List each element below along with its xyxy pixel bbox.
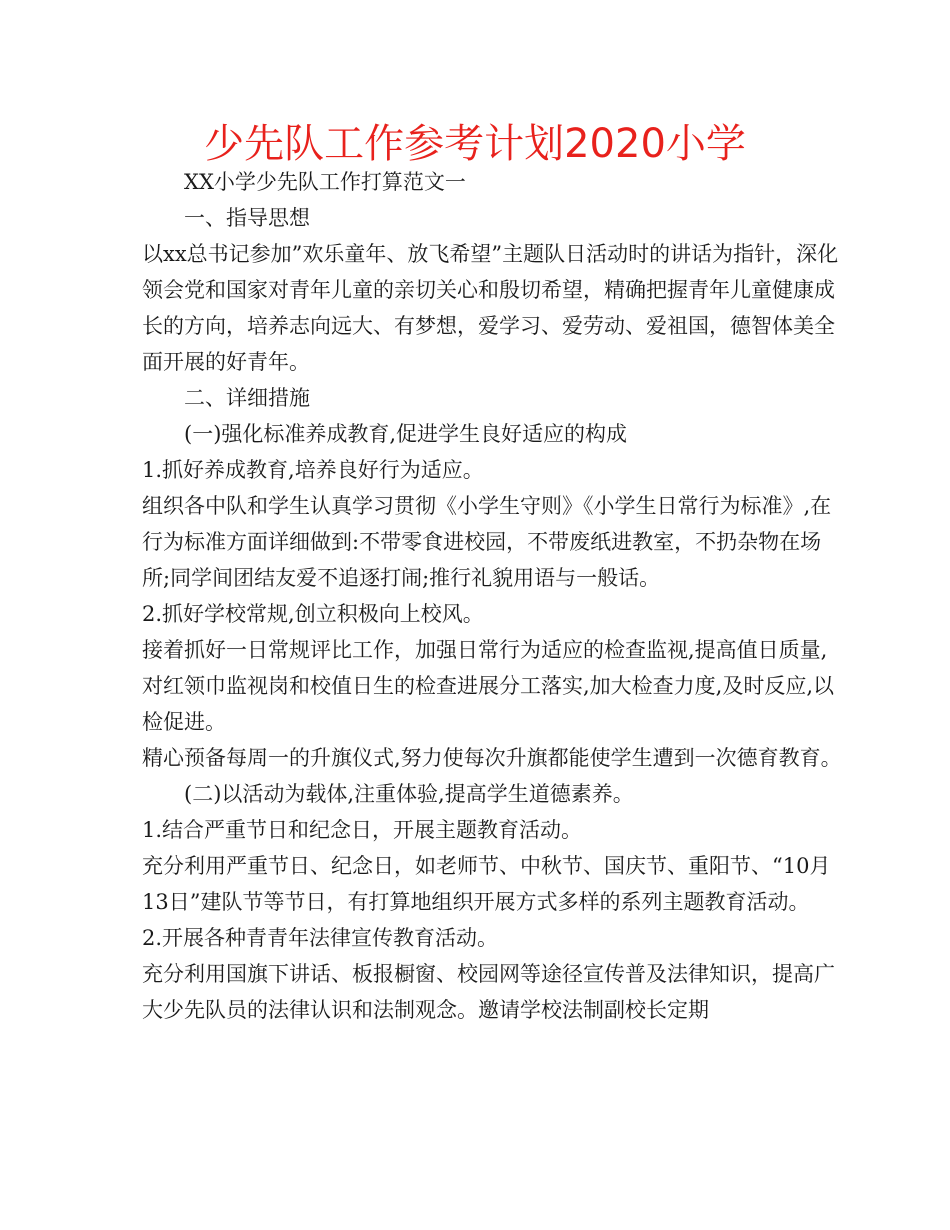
paragraph: 2.抓好学校常规,创立积极向上校风。	[142, 602, 484, 626]
paragraph: (二)以活动为载体,注重体验,提高学生道德素养。	[184, 782, 634, 806]
document-body	[142, 164, 842, 1028]
paragraph: 2.开展各种青青年法律宣传教育活动。	[142, 926, 499, 950]
paragraph: 二、详细措施	[184, 386, 310, 410]
paragraph: XX小学少先队工作打算范文一	[184, 170, 466, 194]
paragraph: 接着抓好一日常规评比工作，加强日常行为适应的检查监视,提高值日质量,对红领巾监视岗和校值日生的检查进展分工落实,加大检查力度,及时反应,以检促进。	[142, 638, 835, 734]
paragraph: 充分利用国旗下讲话、板报橱窗、校园网等途径宣传普及法律知识，提高广大少先队员的法律认识和法制观念。邀请学校法制副校长定期	[142, 962, 835, 1022]
paragraph: 精心预备每周一的升旗仪式,努力使每次升旗都能使学生遭到一次德育教育。	[142, 746, 842, 770]
paragraph: 一、指导思想	[184, 206, 310, 230]
paragraph: 组织各中队和学生认真学习贯彻《小学生守则》《小学生日常行为标准》,在行为标准方面详细做到:不带零食进校园，不带废纸进教室，不扔杂物在场所;同学间团结友爱不追逐打闹;推行礼貌用语与一般话。	[142, 494, 832, 590]
paragraph: 1.抓好养成教育,培养良好行为适应。	[142, 458, 484, 482]
paragraph: 充分利用严重节日、纪念日，如老师节、中秋节、国庆节、重阳节、“10月13日”建队节等节日，有打算地组织开展方式多样的系列主题教育活动。	[142, 854, 831, 914]
document-title: 少先队工作参考计划2020小学	[204, 121, 746, 167]
paragraph: 1.结合严重节日和纪念日，开展主题教育活动。	[142, 818, 583, 842]
paragraph: (一)强化标准养成教育,促进学生良好适应的构成	[184, 422, 628, 446]
paragraph: 以xx总书记参加”欢乐童年、放飞希望”主题队日活动时的讲话为指针，深化领会党和国家对青年儿童的亲切关心和殷切希望，精确把握青年儿童健康成长的方向，培养志向远大、有梦想，爱学习、爱劳动、爱祖国，德智体美全面开展的好青年。	[142, 242, 839, 374]
